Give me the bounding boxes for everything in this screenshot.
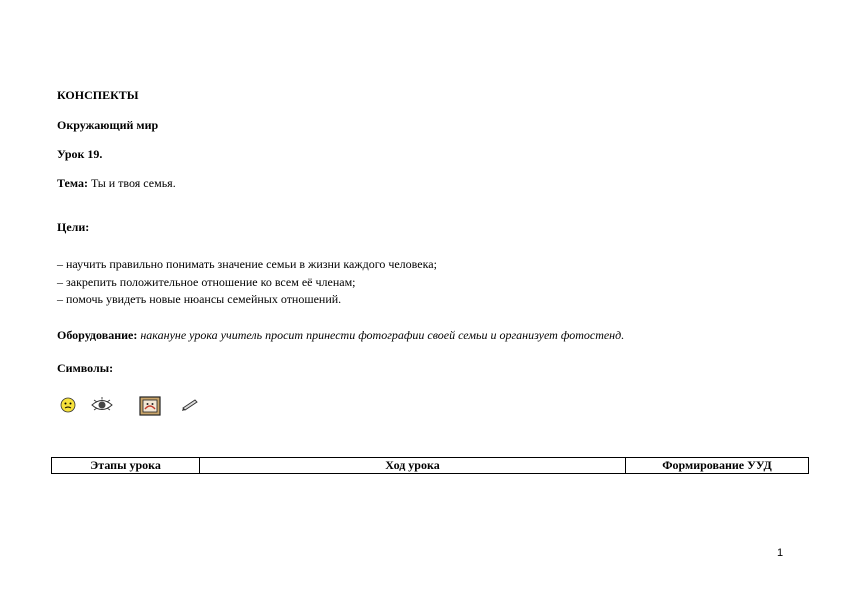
think-face-icon xyxy=(59,396,77,414)
topic-line xyxy=(57,176,176,190)
eye-icon xyxy=(91,396,113,414)
col-header-stages: Этапы урока xyxy=(52,458,200,474)
equipment-value: накануне урока учитель просит принести фотографии своей семьи и организует фотостенд. xyxy=(140,328,625,342)
equipment-label: Оборудование: xyxy=(57,328,138,342)
doc-title: КОНСПЕКТЫ xyxy=(57,88,139,102)
topic-value: Ты и твоя семья. xyxy=(90,176,176,190)
symbols-row xyxy=(57,396,217,416)
goals-label: Цели: xyxy=(57,220,90,234)
goal-item: – научить правильно понимать значение семьи в жизни каждого человека; xyxy=(57,257,437,271)
subject-heading: Окружающий мир xyxy=(57,118,159,132)
lesson-heading: Урок 19. xyxy=(57,147,103,161)
equipment-line xyxy=(57,328,624,342)
topic-label: Тема: xyxy=(57,176,88,190)
lesson-stages-table xyxy=(51,457,809,474)
page-number: 1 xyxy=(777,547,784,559)
symbols-label: Символы: xyxy=(57,361,114,375)
goal-item: – закрепить положительное отношение ко всем её членам; xyxy=(57,275,356,289)
col-header-course: Ход урока xyxy=(200,458,626,474)
table-header-row xyxy=(52,458,809,474)
pencil-icon xyxy=(181,396,199,412)
goal-item: – помочь увидеть новые нюансы семейных отношений. xyxy=(57,292,342,306)
col-header-uud: Формирование УУД xyxy=(626,458,809,474)
picture-frame-icon xyxy=(139,396,161,416)
